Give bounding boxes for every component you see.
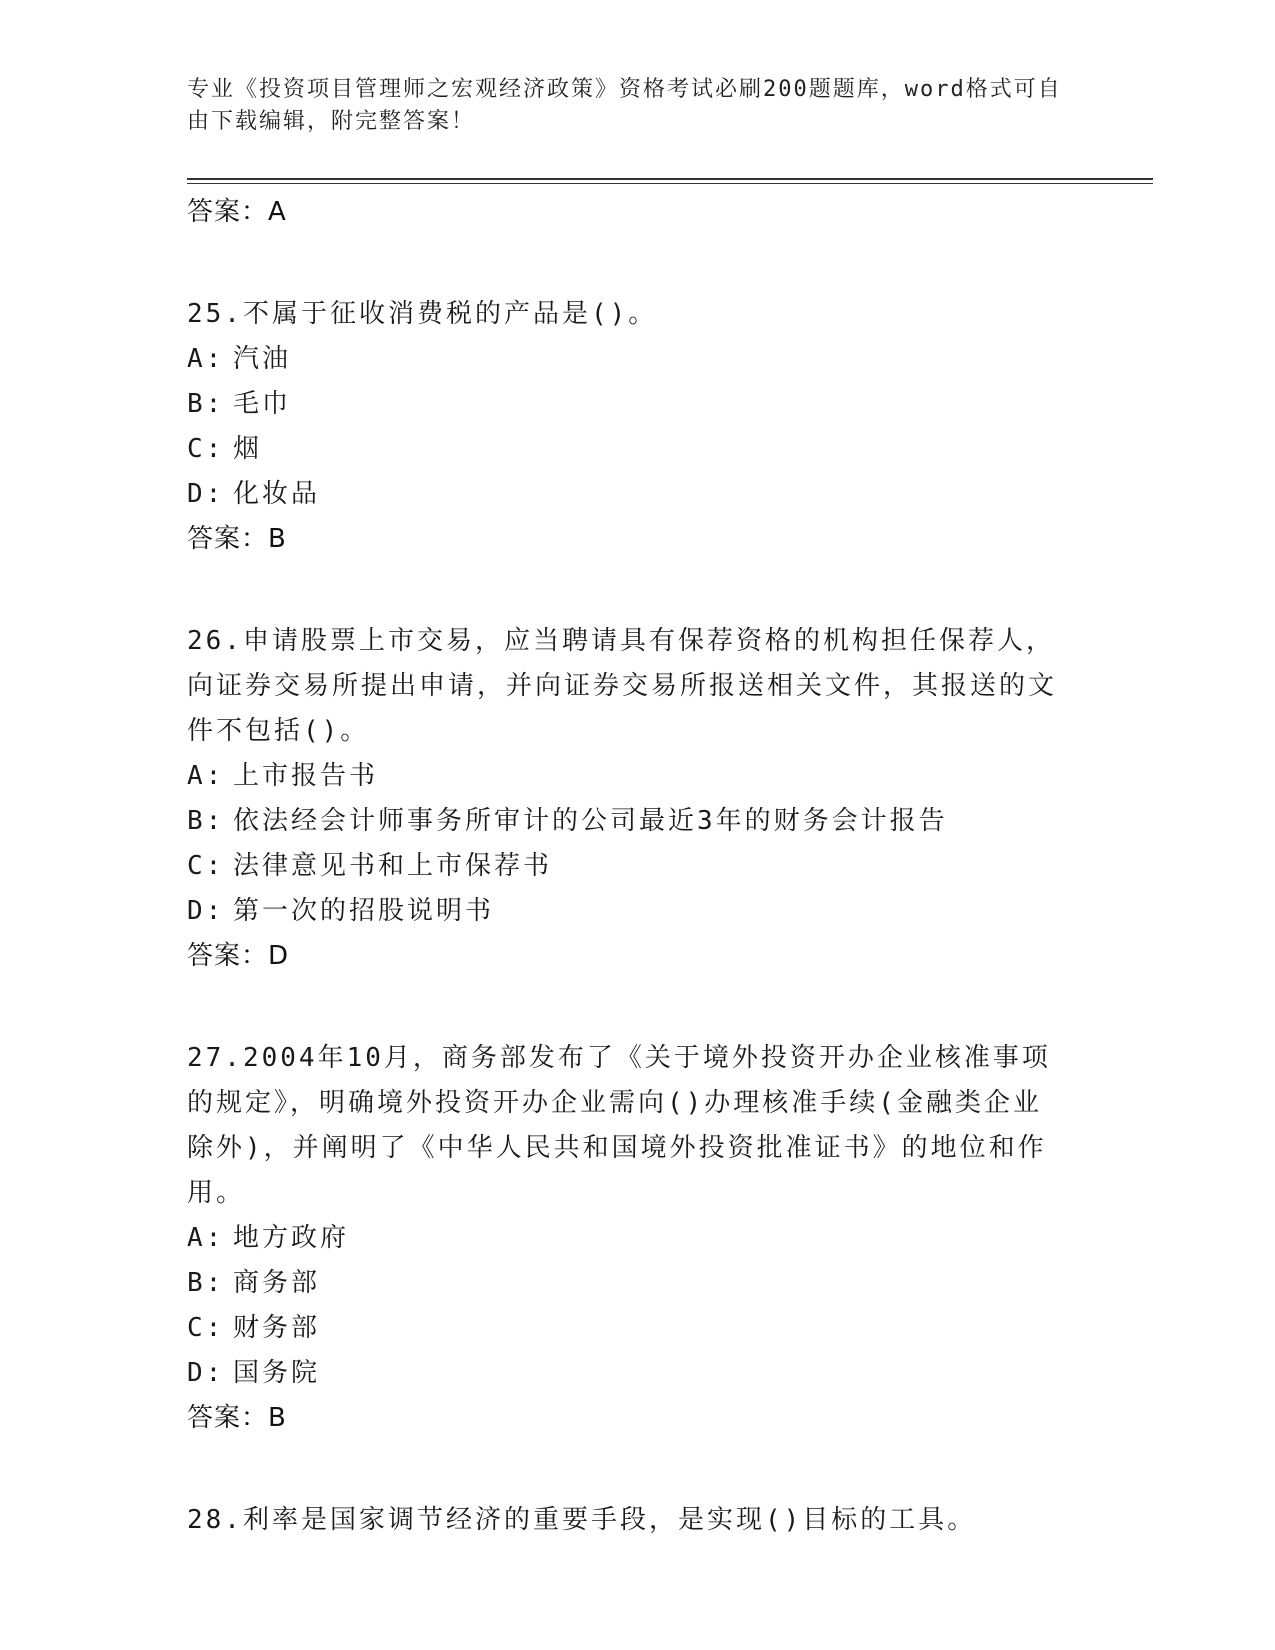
page-header: 专业《投资项目管理师之宏观经济政策》资格考试必刷200题题库，word格式可自由下载编辑，附完整答案！	[187, 77, 1062, 134]
option-b	[187, 382, 1067, 427]
question-26: 26.申请股票上市交易，应当聘请具有保荐资格的机构担任保荐人，向证券交易所提出申请，并向证券交易所报送相关文件，其报送的文件不包括()。	[187, 626, 1058, 746]
option-c	[187, 844, 1067, 889]
question-28: 28.利率是国家调节经济的重要手段，是实现()目标的工具。	[187, 1505, 977, 1535]
answer-line: 答案：B	[187, 1403, 287, 1433]
option-letter: A:	[187, 761, 225, 791]
spacer	[187, 978, 1067, 1036]
spacer	[187, 234, 1067, 292]
option-text: 国务院	[233, 1358, 321, 1388]
option-c	[187, 427, 1067, 472]
option-d	[187, 1351, 1067, 1396]
option-text: 毛巾	[233, 389, 292, 419]
option-text: 汽油	[233, 344, 292, 374]
option-letter: D:	[187, 896, 225, 926]
option-a	[187, 1216, 1067, 1261]
option-a	[187, 337, 1067, 382]
question-27: 27.2004年10月，商务部发布了《关于境外投资开办企业核准事项的规定》，明确境外投资开办企业需向()办理核准手续(金融类企业除外)，并阐明了《中华人民共和国境外投资批准证书》的地位和作用。	[187, 1043, 1051, 1208]
option-letter: D:	[187, 479, 225, 509]
option-text: 地方政府	[233, 1223, 350, 1253]
question-list	[187, 190, 1067, 1543]
option-letter: B:	[187, 389, 225, 419]
option-text: 法律意见书和上市保荐书	[233, 851, 553, 881]
answer-line: 答案：D	[187, 941, 290, 971]
question-25: 25.不属于征收消费税的产品是()。	[187, 299, 658, 329]
answer-line: 答案：A	[187, 197, 287, 227]
option-letter: A:	[187, 344, 225, 374]
option-d	[187, 472, 1067, 517]
option-letter: A:	[187, 1223, 225, 1253]
spacer	[187, 561, 1067, 619]
header-divider	[187, 178, 1153, 184]
option-text: 财务部	[233, 1313, 321, 1343]
option-d	[187, 889, 1067, 934]
option-text: 第一次的招股说明书	[233, 896, 495, 926]
document-page	[187, 0, 1147, 1650]
option-text: 上市报告书	[233, 761, 379, 791]
answer-line: 答案：B	[187, 524, 287, 554]
option-a	[187, 754, 1067, 799]
option-letter: B:	[187, 1268, 225, 1298]
option-letter: C:	[187, 1313, 225, 1343]
spacer	[187, 1440, 1067, 1498]
option-text: 依法经会计师事务所审计的公司最近3年的财务会计报告	[233, 806, 948, 836]
option-text: 商务部	[233, 1268, 321, 1298]
option-letter: B:	[187, 806, 225, 836]
option-b	[187, 799, 1067, 844]
option-letter: D:	[187, 1358, 225, 1388]
option-b	[187, 1261, 1067, 1306]
option-c	[187, 1306, 1067, 1351]
option-text: 化妆品	[233, 479, 321, 509]
option-letter: C:	[187, 434, 225, 464]
option-letter: C:	[187, 851, 225, 881]
option-text: 烟	[233, 434, 263, 464]
